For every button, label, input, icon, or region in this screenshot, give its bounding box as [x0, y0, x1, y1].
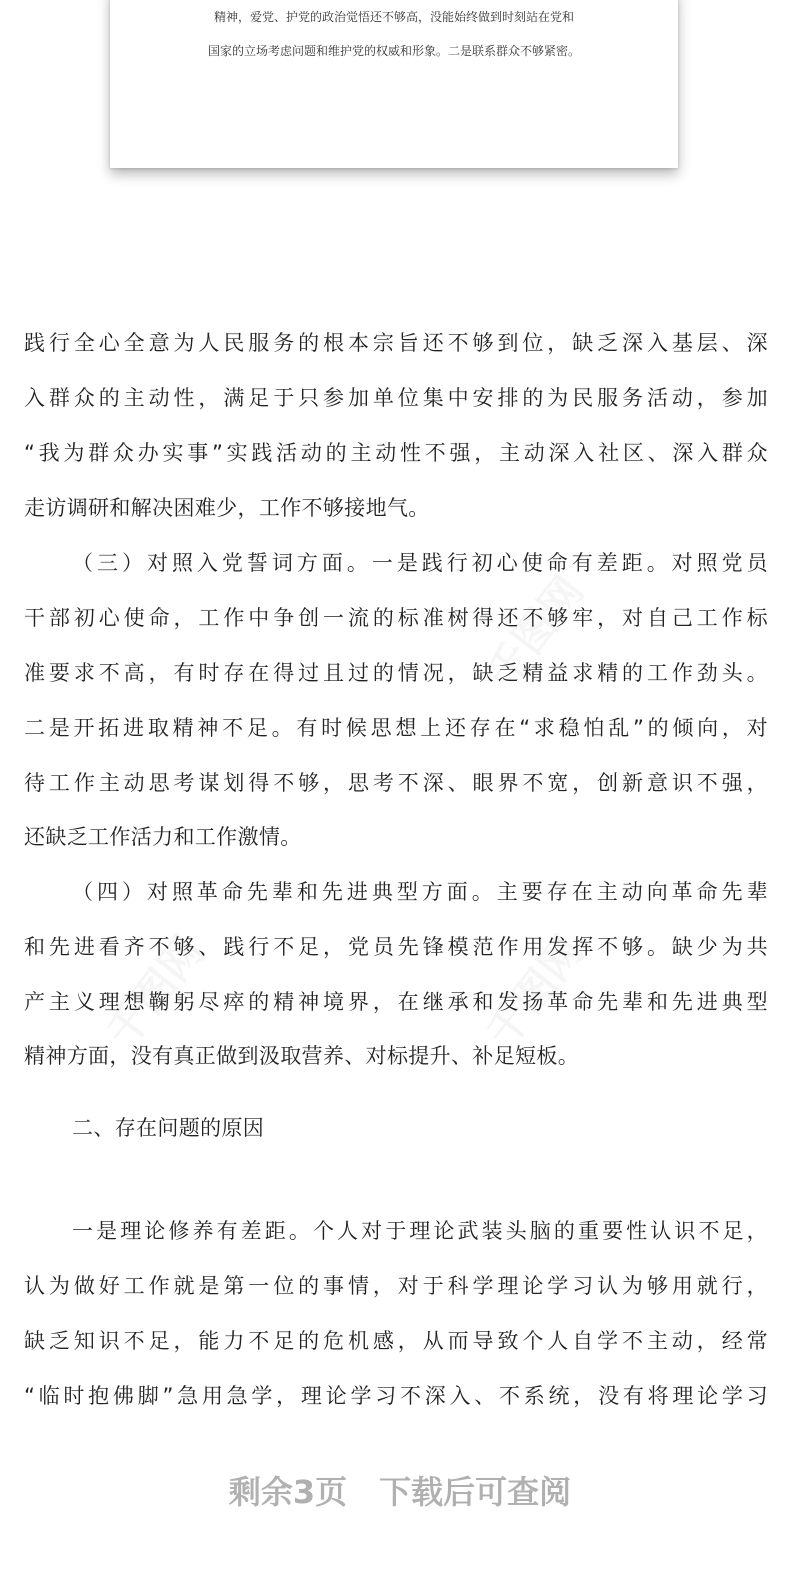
body-text-line: 走访调研和解决困难少，工作不够接地气。: [24, 496, 430, 520]
watermark: 千图网: [96, 926, 214, 1057]
body-text-line: 准要求不高，有时存在得过且过的情况，缺乏精益求精的工作劲头。: [24, 661, 768, 685]
body-text-line: 干部初心使命，工作中争创一流的标准树得还不够牢，对自己工作标: [24, 606, 768, 630]
watermark: 千图网: [476, 926, 594, 1057]
body-text-line: 缺乏知识不足，能力不足的危机感，从而导致个人自学不主动，经常: [24, 1329, 768, 1353]
body-text-line: 二是开拓进取精神不足。有时候思想上还存在“求稳怕乱”的倾向，对: [24, 716, 768, 740]
body-text-line: 还缺乏工作活力和工作激情。: [24, 825, 302, 849]
body-text-line: 践行全心全意为人民服务的根本宗旨还不够到位，缺乏深入基层、深: [24, 331, 768, 355]
body-text-line: 入群众的主动性，满足于只参加单位集中安排的为民服务活动，参加: [24, 386, 768, 410]
download-to-view-label: 下载后可查阅: [379, 1473, 572, 1511]
body-text-line: （三）对照入党誓词方面。一是践行初心使命有差距。对照党员: [72, 551, 768, 575]
watermark: 千图网: [476, 566, 594, 697]
body-text-line: 待工作主动思考谋划得不够，思考不深、眼界不宽，创新意识不强，: [24, 771, 768, 795]
preview-text-line: 国家的立场考虑问题和维护党的权威和形象。二是联系群众不够紧密。: [207, 44, 580, 58]
body-text-line: 认为做好工作就是第一位的事情，对于科学理论学习认为够用就行，: [24, 1274, 768, 1298]
body-text-line: （四）对照革命先辈和先进典型方面。主要存在主动向革命先辈: [72, 880, 768, 904]
download-hint[interactable]: [0, 1472, 800, 1512]
body-text-line: 精神方面，没有真正做到汲取营养、对标提升、补足短板。: [24, 1044, 580, 1068]
body-text-line: “我为群众办实事”实践活动的主动性不强，主动深入社区、深入群众: [24, 441, 768, 465]
body-text-line: 产主义理想鞠躬尽瘁的精神境界，在继承和发扬革命先辈和先进典型: [24, 990, 768, 1014]
body-text-line: 一是理论修养有差距。个人对于理论武装头脑的重要性认识不足，: [72, 1219, 768, 1243]
section-heading: 二、存在问题的原因: [72, 1116, 265, 1140]
document-preview-card: [110, 0, 678, 168]
body-text-line: “临时抱佛脚”急用急学，理论学习不深入、不系统，没有将理论学习: [24, 1384, 768, 1408]
remaining-pages-label: 剩余3页: [228, 1473, 348, 1511]
preview-text-line: 精神，爱党、护党的政治觉悟还不够高，没能始终做到时刻站在党和: [213, 10, 574, 24]
body-text-line: 和先进看齐不够、践行不足，党员先锋模范作用发挥不够。缺少为共: [24, 935, 768, 959]
